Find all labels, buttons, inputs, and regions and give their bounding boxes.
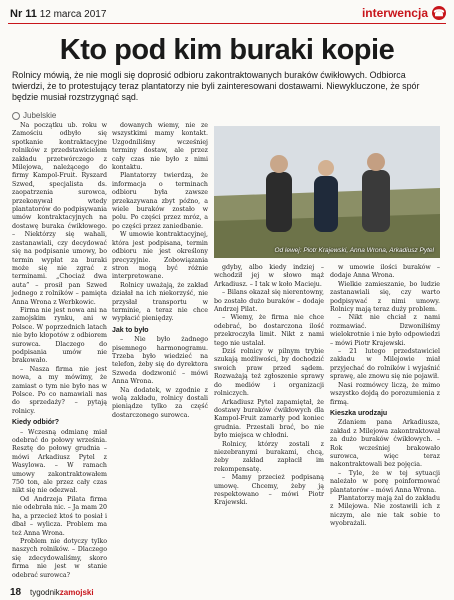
paragraph: Na dodatek, w zgodnie z wolą zakładu, rolnicy dostali pieniądze tylko za część dostarczonego surowca. (112, 386, 208, 419)
paragraph: w umowie ilości buraków – dodaje Anna Wrona. (330, 264, 440, 280)
paragraph: – Tyle, że w tej sytuacji należało w porę poinformować plantatorów – mówi Anna Wrona. (330, 469, 440, 494)
issue-number: Nr 11 (10, 8, 37, 20)
brand-main: tygodnik (30, 588, 60, 597)
paragraph: Od Andrzeja Pilata firma nie odebrała nic. – Ja mam 20 ha, a przecież ktoś to posiał i dbał – wylicza. Problem ma też Anna Wrona. (12, 495, 107, 537)
paragraph: Rolnicy, którzy zostali z niezebranymi burakami, chcą, żeby zakład zapłacił im rekompensatę. (214, 440, 324, 473)
paragraph: – 21 lutego przedstawiciel zakładu w Milejowie miał przyjechać do rolników i wyjaśnić sprawę, ale znowu się nie pojawił. (330, 348, 440, 381)
paragraph: Nasi rozmówcy liczą, że mimo wszystko dojdą do porozumienia z firmą. (330, 381, 440, 406)
paragraph: gdyby, albo kiedy indziej – wchodził jej w słowo mąż Arkadiusz. – I tak w koło Macieju. (214, 264, 324, 288)
paragraph: Na początku ub. roku w Zamościu odbyło się spotkanie kontraktacyjne rolników z przedstawicielem zakładu przetwórczego z Milejowa, należącego do firmy Kampol-Fruit. Ryszard Szwed, specjalista ds. zaopatrzenia surowca, przekonywał wtedy plantatorów do podpisywania umów kontraktacyjnych na dostawę buraka ćwikłowego. – Niektórzy się wahali, zastanawiali, czy decydować się na podpisanie umowy, bo termin wypłat za buraki może się nie zgrać z terminami. „Chociaż dwa auta” – prosił pan Szwed jednego z rolników – pamięta Anna Wrona z Werbkowic. (12, 122, 107, 306)
paragraph: W umowie kontraktacyjnej, która jest podpisana, termin odbioru nie jest określony precyzyjnie. Zobowiązania stron mogą być różnie interpretowane. (112, 231, 208, 281)
paragraph: Zdaniem pana Arkadiusza, zakład z Milejowa zakontraktował za dużo buraków ćwikłowych. – Rok wcześniej brakowało surowca, więc teraz nakontraktowali bez pojęcia. (330, 419, 440, 469)
author-name: Jubelskie (23, 111, 57, 120)
subheading: Kiedy odbiór? (12, 419, 60, 427)
paragraph: – Bilans okazał się nierentowny, bo zostało dużo buraków – dodaje Andrzej Pilat. (214, 289, 324, 314)
paragraph: Rolnicy uważają, że zakład działał na ich niekorzyść, nie przysłał transportu w terminie, a teraz nie chce wypłacić pieniędzy. (112, 281, 208, 323)
subheading: Jak to było (112, 326, 149, 334)
paragraph: dowanych wiemy, nie ze wszystkimi mamy kontakt. Uzgodniliśmy wcześniej terminy dostaw, ale przez cały czas nie było z nimi kontaktu. (112, 122, 208, 172)
issue-date: 12 marca 2017 (39, 9, 107, 20)
page-footer (0, 585, 454, 600)
article-title: Kto pod kim buraki kopie (59, 34, 395, 66)
paragraph: Plantatorzy twierdzą, że informacja o terminach odbioru była zawsze przekazywana zbyt późno, a wiele buraków zostało w polu. Po części przez mróz, a po części przez zaniedbanie. (112, 172, 208, 230)
paragraph: Firma nie jest nowa ani na zamojskim rynku, ani w Polsce. W poprzednich latach nie było kłopotów z odbiorem surowca. Dlaczego do podpisania umów nie brakowało. (12, 306, 107, 365)
paragraph: – Nikt nie chciał z nami rozmawiać. Dzwoniliśmy wielokrotnie i nie było odpowiedzi – mówi Piotr Krajewski. (330, 314, 440, 347)
author-icon (12, 112, 20, 120)
brand-sub: zamojski (59, 588, 94, 597)
photo-caption: Od lewej: Piotr Krajewski, Anna Wrona, Arkadiusz Pytel (274, 247, 434, 254)
paragraph: – Nasza firma nie jest nowa, a my mówimy, że zamiast o tym nie było nas w Polsce. Po co namawiali nas do sprzedaży? – pytają rolnicy. (12, 365, 107, 415)
page-header (0, 0, 454, 24)
section-label (362, 6, 446, 20)
header-rule (8, 23, 446, 24)
paragraph: – Wczesną odmianę miał odebrać do połowy września. Resztę do połowy grudnia – mówi Arkadiusz Pytel z Wasylowa. – W ramach umowy zakontraktowałem 750 ton, ale przez cały czas nikt się nie odezwał. (12, 428, 107, 495)
paragraph: Arkadiusz Pytel zapamiętał, że dostawy buraków ćwikłowych dla Kampol-Fruit zamarły pod koniec grudnia. Przestali brać, bo nie było miejsca w chłodni. (214, 398, 324, 440)
issue-info (10, 8, 106, 20)
column-3 (214, 264, 324, 508)
column-1 (12, 122, 107, 580)
article-lead: Rolnicy mówią, że nie mogli się doprosić odbioru zakontraktowanych buraków ćwikłowych. Odbiorca twierdzi, że to protestujący teraz plantatorzy nie byli zainteresowani dostawami. Niewykluczone, że spór będzie musiał rozstrzygnąć sąd. (12, 70, 420, 102)
column-2 (112, 122, 208, 420)
subheading: Kieszka urodzaju (330, 409, 388, 417)
paragraph: Dziś rolnicy w pilnym trybie szukają możliwości, by dochodzić swoich praw przed sądem. Rozważają też zgłoszenie sprawy do mediów i organizacji rolniczych. (214, 348, 324, 398)
publication-brand (30, 588, 94, 597)
paragraph: Plantatorzy mają żal do zakładu z Milejowa. Nie zostawili ich z niczym, ale nie tak sobie to wyobrażali. (330, 494, 440, 528)
author-tag (12, 111, 56, 120)
column-4 (330, 264, 440, 529)
page-number: 18 (10, 587, 22, 598)
megaphone-icon: ☎ (432, 6, 446, 20)
paragraph: – Nie było żadnego pisemnego harmonogramu. Trzeba było wiedzieć na telefon, żeby się do dyrektora Szweda dodzwonić – mówi Anna Wrona. (112, 336, 208, 386)
photo-illustration (214, 126, 440, 258)
paragraph: Problem nie dotyczy tylko naszych rolników. – Dlaczego się zdecydowaliśmy, skoro firma nie jest w stanie odebrać surowca? (12, 537, 107, 579)
paragraph: – Mamy przecież podpisaną umowę. Chcemy, żeby ją respektowano – mówi Piotr Krajewski. (214, 474, 324, 507)
paragraph: – Wiemy, że firma nie chce odebrać, bo dostarczona ilość przekroczyła limit. Nikt z nami tego nie ustalał. (214, 314, 324, 347)
section-title: interwencja (361, 6, 428, 20)
paragraph: Wielkie zamieszanie, bo ludzie zastanawiali się, czy warto podpisywać z nimi umowy. Rolnicy mają teraz duży problem. (330, 280, 440, 314)
article-photo (214, 126, 440, 258)
